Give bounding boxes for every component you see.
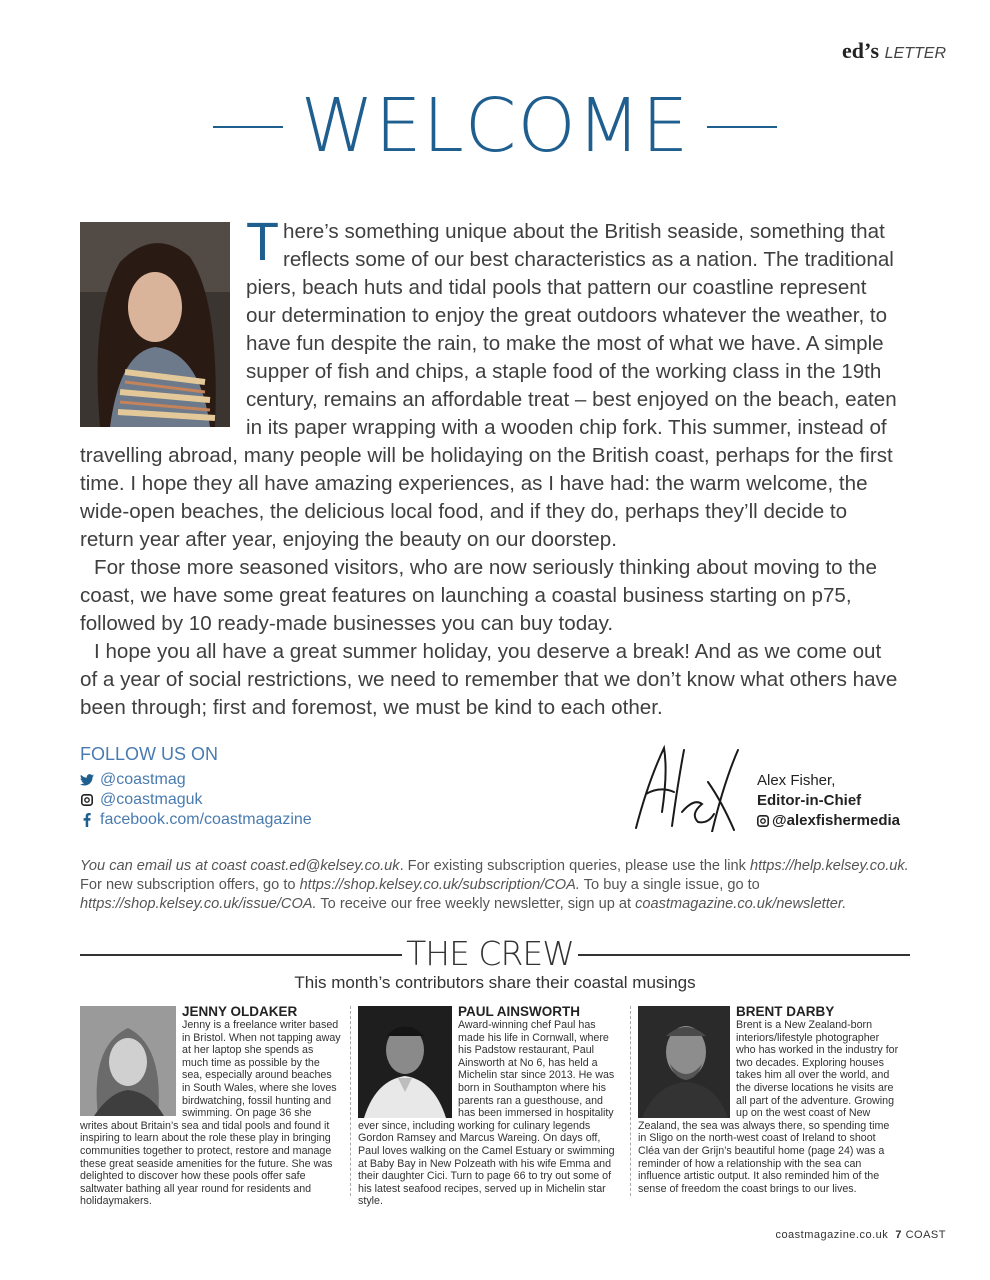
portrait-space xyxy=(80,218,246,442)
page-title-text: WELCOME xyxy=(300,83,690,169)
contact-subscription-link[interactable]: https://shop.kelsey.co.uk/subscription/COA. xyxy=(299,877,580,893)
letter-paragraph-3: I hope you all have a great summer holiday, you deserve a break! And as we come out of a year of social restrictions, we need to remember that we don’t know what others have been through; first and foremost, we must be kind to each other. xyxy=(80,640,898,719)
contact-issue-link[interactable]: https://shop.kelsey.co.uk/issue/COA. xyxy=(80,896,317,912)
contributor-name: BRENT DARBY xyxy=(736,1004,835,1019)
contributor-brent xyxy=(638,1004,900,1195)
crew-rule-left xyxy=(80,954,402,956)
page-footer xyxy=(775,1229,946,1241)
editor-signature xyxy=(628,742,748,832)
follow-twitter[interactable] xyxy=(80,770,312,790)
contributor-paul xyxy=(358,1004,622,1208)
contact-text-1: . For existing subscription queries, please use the link xyxy=(399,858,750,874)
footer-site: coastmagazine.co.uk xyxy=(775,1229,889,1241)
contact-paragraph xyxy=(80,857,910,914)
letter-paragraph-1-text: here’s something unique about the British seaside, something that reflects some of our best characteristics as a nation. The traditional piers, beach huts and tidal pools that pattern our coastline represent our determination to enjoy the great outdoors whatever the weather, to have fun despite the rain, to make the most of what we have. A simple supper of fish and chips, a staple food of the working class in the 19th century, remains an affordable treat – best enjoyed on the beach, eaten in its paper wrapping with a wooden chip fork. This summer, instead of travelling abroad, many people will be holidaying on the British coast, perhaps for the first time. I hope they all have amazing experiences, as I have had: the warm welcome, the wide-open beaches, the delicious local food, and if they do, perhaps they’ll decide to return year after year, enjoying the beauty on our doorstep. xyxy=(80,220,897,551)
facebook-icon xyxy=(80,813,94,827)
contributor-bio: Brent is a New Zealand-born interiors/lifestyle photographer who has worked in the industry for two decades. Exploring houses takes him all over the world, and the diverse locations he visits are all part of the adventure. Growing up on the west coast of New Zealand, the sea was always there, so spending time in Sligo on the north-west coast of Ireland to shoot Cléa van der Grijn’s beautiful home (page 24) was a reminder of how a relationship with the sea can influence artistic output. It also reminded him of the sense of freedom the coast brings to our lives. xyxy=(638,1019,899,1195)
contributor-photo xyxy=(358,1006,452,1118)
contributor-photo xyxy=(638,1006,730,1118)
follow-instagram-handle: @coastmaguk xyxy=(100,791,203,808)
twitter-icon xyxy=(80,774,94,786)
contributor-name: PAUL AINSWORTH xyxy=(458,1004,580,1019)
crew-divider-2 xyxy=(630,1006,631,1196)
section-label xyxy=(842,38,946,64)
editor-info xyxy=(757,771,900,831)
drop-cap: T xyxy=(246,212,279,272)
contributor-bio: Jenny is a freelance writer based in Bristol. When not tapping away at her laptop she spends as much time as possible by the sea, especially around beaches in South Wales, where she loves birdwatching, fossil hunting and swimming. On page 36 she writes about Britain’s sea and tidal pools and found it inspiring to learn about the role these play in bringing communities together to protect, restore and manage these great seaside amenities for the future. She was delighted to discover how these pools offer safe saltwater bathing all year round for residents and holidaymakers. xyxy=(80,1019,341,1208)
follow-facebook-page: facebook.com/coastmagazine xyxy=(100,811,312,828)
page-title xyxy=(0,83,990,169)
title-dash-right xyxy=(707,126,777,128)
contact-email[interactable]: You can email us at coast coast.ed@kelsey.co.uk xyxy=(80,858,400,874)
follow-facebook[interactable] xyxy=(80,810,312,830)
crew-subtitle: This month’s contributors share their coastal musings xyxy=(294,973,696,992)
contact-text-2: For new subscription offers, go to xyxy=(80,877,300,893)
letter-paragraph-2: For those more seasoned visitors, who are now seriously thinking about moving to the coast, we have some great features on launching a coastal business starting on p75, followed by 10 ready-made businesses you can buy today. xyxy=(80,556,877,635)
section-label-eds: ed’s xyxy=(842,38,880,63)
editor-instagram-handle: @alexfishermedia xyxy=(772,812,901,829)
crew-divider-1 xyxy=(350,1006,351,1196)
letter-body xyxy=(80,212,900,722)
crew-title: THE CREW xyxy=(406,934,574,973)
contact-text-4: To receive our free weekly newsletter, sign up at xyxy=(316,896,636,912)
editor-instagram[interactable] xyxy=(757,811,900,831)
instagram-icon xyxy=(757,815,769,827)
follow-title: FOLLOW US ON xyxy=(80,744,219,764)
instagram-icon xyxy=(80,794,94,806)
contact-newsletter-link[interactable]: coastmagazine.co.uk/newsletter. xyxy=(635,896,847,912)
follow-twitter-handle: @coastmag xyxy=(100,771,186,788)
contributor-bio: Award-winning chef Paul has made his life in Cornwall, where his Padstow restaurant, Paul Ainsworth at No 6, has held a Michelin star since 2013. He was born in Southampton where his parents ran a guesthouse, and has been immersed in hospitality ever since, including working for culinary legends Gordon Ramsey and Marcus Wareing. On days off, Paul loves walking on the Camel Estuary or swimming at Baby Bay in New Polzeath with his wife Emma and their daughter Cici. Turn to page 66 to try out some of his latest seafood recipes, served up in Michelin star style. xyxy=(358,1019,615,1208)
editor-name: Alex Fisher, xyxy=(757,772,836,789)
contributor-name: JENNY OLDAKER xyxy=(182,1004,298,1019)
follow-instagram[interactable] xyxy=(80,790,312,810)
footer-mag: COAST xyxy=(905,1229,946,1241)
page-number: 7 xyxy=(895,1229,903,1241)
contributor-photo xyxy=(80,1006,176,1116)
section-label-letter: LETTER xyxy=(884,45,946,62)
editor-title: Editor-in-Chief xyxy=(757,792,862,809)
contact-help-link[interactable]: https://help.kelsey.co.uk. xyxy=(750,858,909,874)
contact-text-3: To buy a single issue, go to xyxy=(579,877,760,893)
crew-rule-right xyxy=(578,954,910,956)
title-dash-left xyxy=(213,126,283,128)
contributor-jenny xyxy=(80,1004,342,1208)
follow-list xyxy=(80,770,312,830)
